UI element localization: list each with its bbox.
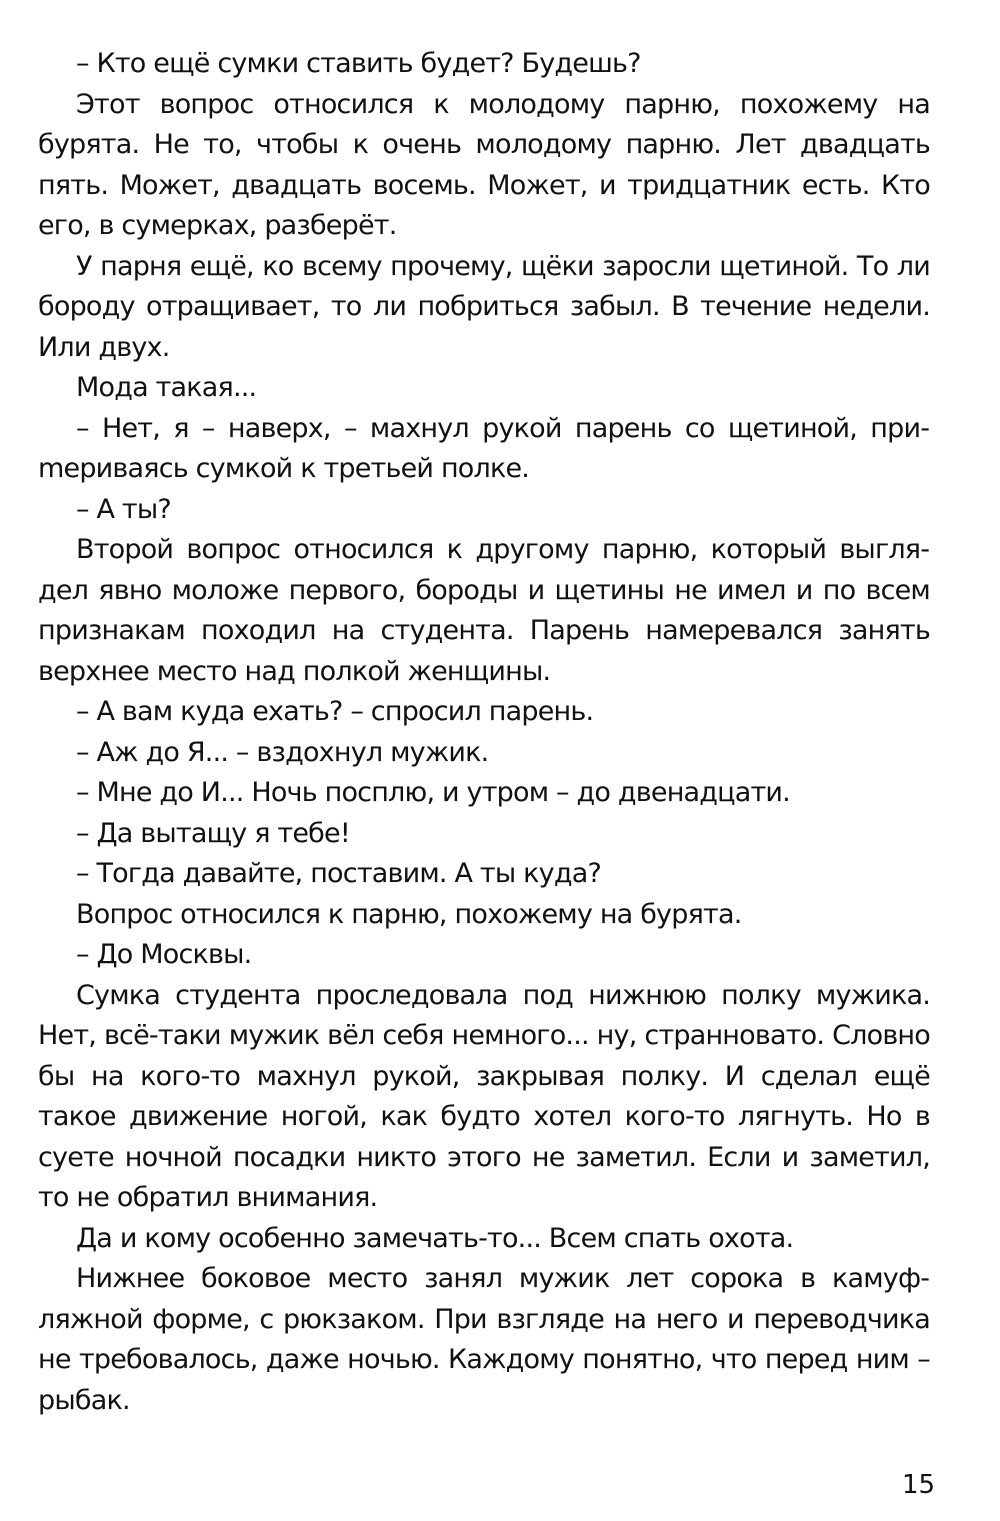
book-page-text	[38, 44, 930, 1421]
paragraph-11: – Да вытащу я тебе!	[76, 817, 350, 849]
paragraph-2: Этот вопрос относился к молодому парню, похожему на бурята. Не то, чтобы к очень молодому парню. Лет двадцать пять. Может, двадцать восемь. Может, и тридцатник есть. Кто его, в сумерках, разберёт.	[38, 88, 930, 241]
paragraph-16: Да и кому особенно замечать-то... Всем спать охота.	[76, 1222, 794, 1254]
paragraph-10: – Мне до И... Ночь посплю, и утром – до двенадцати.	[76, 777, 790, 808]
paragraph-4: Мода такая...	[76, 372, 257, 403]
paragraph-15: Сумка студента проследовала под нижнюю полку мужика. Нет, всё-таки мужик вёл себя немного... ну, странновато. Словно бы на кого-то махнул рукой, закрывая полку. И сделал ещё такое движение ногой, как будто хотел кого-то лягнуть. Но в суете ночной посадки никто этого не заметил. Если и заметил, то не обратил внимания.	[38, 979, 930, 1213]
paragraph-13: Вопрос относился к парню, похожему на бурята.	[76, 898, 742, 930]
paragraph-8: – А вам куда ехать? – спросил парень.	[76, 696, 594, 727]
paragraph-7: Второй вопрос относился к другому парню, который выглядел явно моложе первого, бороды и щетины не имел и по всем признакам походил на студента. Парень намеревался занять верхнее место над полкой женщины.	[38, 534, 930, 687]
paragraph-1: – Кто ещё сумки ставить будет? Будешь?	[76, 48, 641, 79]
paragraph-9: – Аж до Я... – вздохнул мужик.	[76, 736, 489, 768]
paragraph-12: – Тогда давайте, поставим. А ты куда?	[76, 858, 601, 889]
paragraph-14: – До Москвы.	[76, 939, 252, 970]
paragraph-5: – Нет, я – наверх, – махнул рукой парень со щетиной, приmериваясь сумкой к третьей полке.	[38, 412, 930, 484]
paragraph-6: – А ты?	[76, 493, 171, 525]
page-number: 15	[902, 1470, 936, 1500]
paragraph-17: Нижнее боковое место занял мужик лет сорока в камуфляжной форме, с рюкзаком. При взгляде на него и переводчика не требовалось, даже ночью. Каждому понятно, что перед ним – рыбак.	[38, 1263, 930, 1416]
paragraph-3: У парня ещё, ко всему прочему, щёки заросли щетиной. То ли бороду отращивает, то ли побриться забыл. В течение недели. Или двух.	[38, 250, 930, 363]
